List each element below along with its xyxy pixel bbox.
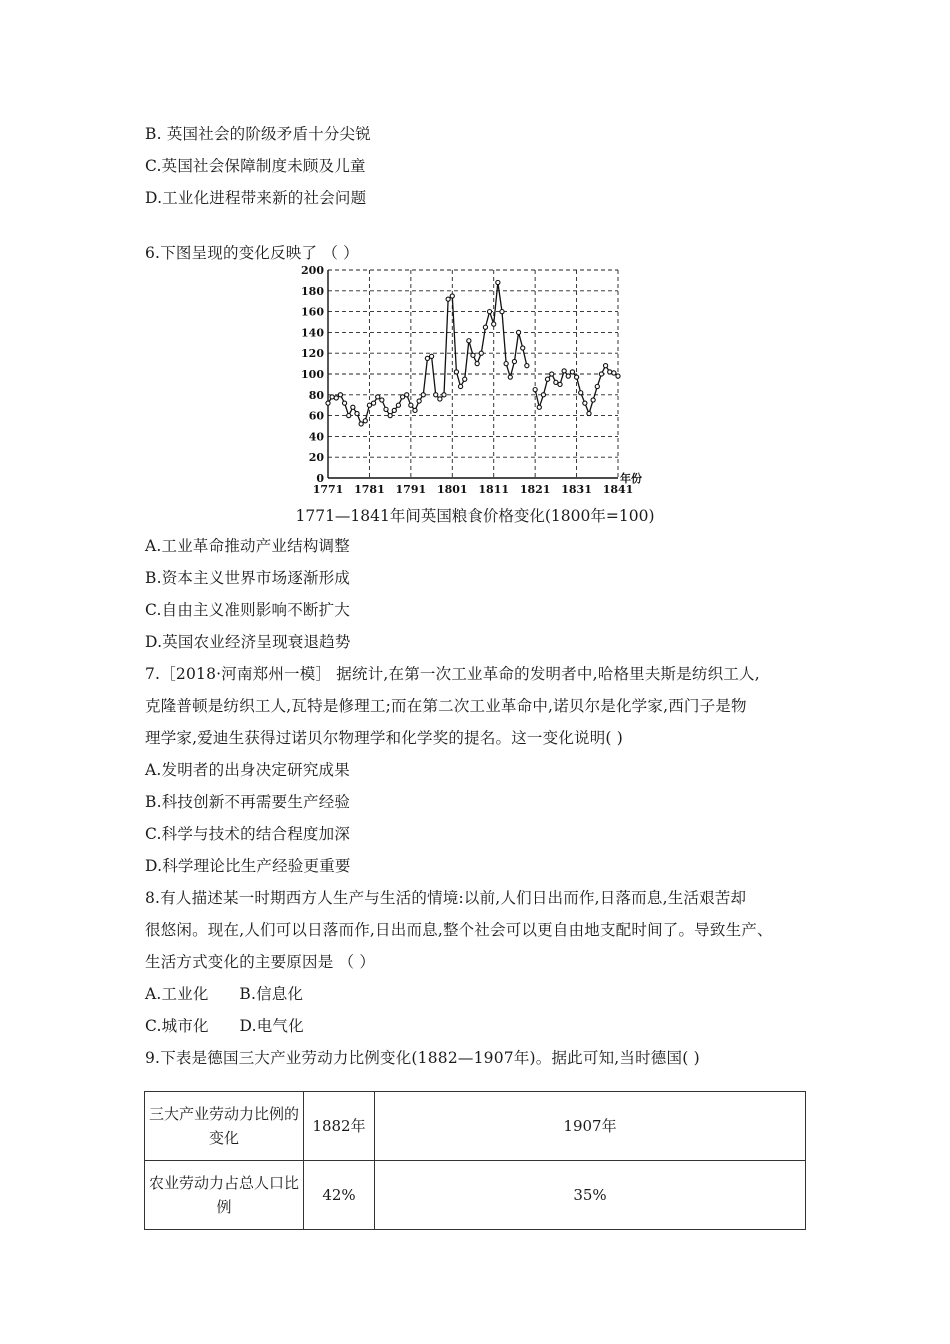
- x-tick-label: 1781: [354, 483, 385, 496]
- option-q6-b: B.资本主义世界市场逐渐形成: [145, 569, 351, 587]
- price-point: [434, 393, 438, 397]
- price-point: [508, 375, 512, 379]
- y-tick-label: 160: [301, 305, 324, 319]
- x-tick-label: 1801: [436, 483, 468, 496]
- table-cell: 35%: [375, 1161, 806, 1230]
- price-point: [516, 330, 520, 334]
- price-point: [550, 372, 554, 376]
- price-point: [537, 405, 541, 409]
- price-point: [347, 414, 351, 418]
- option-q7-d: D.科学理论比生产经验更重要: [145, 857, 351, 875]
- y-tick-label: 200: [301, 264, 324, 277]
- x-tick-label: 1841: [602, 483, 634, 496]
- price-point: [608, 370, 612, 374]
- price-point: [388, 414, 392, 418]
- question-7-line-1: 7.［2018·河南郑州一模］ 据统计,在第一次工业革命的发明者中,哈格里夫斯是纺织工人,: [145, 665, 760, 683]
- price-point: [446, 297, 450, 301]
- table-cell: 农业劳动力占总人口比例: [145, 1161, 304, 1230]
- option-q7-a: A.发明者的出身决定研究成果: [145, 761, 350, 779]
- price-point: [371, 401, 375, 405]
- price-point: [400, 395, 404, 399]
- y-tick-label: 80: [308, 388, 324, 402]
- x-axis-label: 年份: [620, 472, 642, 485]
- chart-caption: 1771—1841年间英国粮食价格变化(1800年=100): [295, 507, 655, 525]
- price-point: [525, 364, 529, 368]
- table-cell: 42%: [304, 1161, 375, 1230]
- price-point: [334, 396, 338, 400]
- labor-ratio-table: [144, 1091, 806, 1230]
- y-tick-label: 20: [308, 451, 324, 465]
- price-point: [429, 354, 433, 358]
- price-point: [454, 370, 458, 374]
- price-point: [384, 407, 388, 411]
- price-point: [438, 397, 442, 401]
- option-q5-c: C.英国社会保障制度未顾及儿童: [145, 157, 366, 175]
- price-point: [425, 356, 429, 360]
- price-point: [587, 411, 591, 415]
- price-point: [338, 393, 342, 397]
- price-point: [612, 371, 616, 375]
- price-point: [603, 364, 607, 368]
- x-tick-label: 1791: [395, 483, 427, 496]
- price-point: [554, 380, 558, 384]
- price-point: [545, 377, 549, 381]
- price-point: [463, 377, 467, 381]
- x-tick-label: 1831: [561, 483, 592, 496]
- price-point: [492, 322, 496, 326]
- y-tick-label: 100: [301, 368, 324, 381]
- price-point: [413, 408, 417, 412]
- price-point: [574, 375, 578, 379]
- table-header-row: [145, 1092, 806, 1161]
- table-header-cell: 1907年: [375, 1092, 806, 1161]
- grain-price-chart-svg: [298, 262, 658, 500]
- x-tick-label: 1771: [312, 483, 344, 496]
- y-tick-label: 60: [308, 409, 324, 423]
- option-q8-ab: A.工业化 B.信息化: [145, 985, 304, 1003]
- price-point: [483, 325, 487, 329]
- price-point: [583, 401, 587, 405]
- y-tick-label: 0: [316, 472, 324, 485]
- table-header-cell: 1882年: [304, 1092, 375, 1161]
- price-point: [392, 408, 396, 412]
- option-q6-a: A.工业革命推动产业结构调整: [145, 537, 350, 555]
- price-point: [533, 388, 537, 392]
- price-point: [570, 370, 574, 374]
- price-point: [330, 395, 334, 399]
- question-8-line-2: 很悠闲。现在,人们可以日落而作,日出而息,整个社会可以更自由地支配时间了。导致生产、: [145, 921, 773, 939]
- option-q5-b: B. 英国社会的阶级矛盾十分尖锐: [145, 125, 371, 143]
- price-point: [458, 384, 462, 388]
- y-tick-label: 140: [301, 326, 324, 340]
- price-point: [396, 403, 400, 407]
- question-8-line-3: 生活方式变化的主要原因是 （ ）: [145, 953, 376, 971]
- price-point: [541, 393, 545, 397]
- price-point: [496, 280, 500, 284]
- question-7-line-3: 理学家,爱迪生获得过诺贝尔物理学和化学奖的提名。这一变化说明( ): [145, 729, 624, 747]
- price-point: [405, 393, 409, 397]
- price-point: [376, 395, 380, 399]
- price-point: [558, 382, 562, 386]
- price-point: [599, 372, 603, 376]
- price-point: [512, 359, 516, 363]
- grain-price-chart: [298, 262, 658, 500]
- price-point: [579, 391, 583, 395]
- price-point: [521, 346, 525, 350]
- price-point: [467, 339, 471, 343]
- table-row: [145, 1161, 806, 1230]
- price-point: [566, 374, 570, 378]
- price-point: [500, 310, 504, 314]
- price-point: [367, 403, 371, 407]
- price-point: [487, 310, 491, 314]
- question-7-line-2: 克隆普顿是纺织工人,瓦特是修理工;而在第二次工业革命中,诺贝尔是化学家,西门子是物: [145, 697, 747, 715]
- x-tick-label: 1821: [519, 483, 551, 496]
- option-q8-cd: C.城市化 D.电气化: [145, 1017, 304, 1035]
- price-point: [479, 351, 483, 355]
- price-point: [504, 362, 508, 366]
- price-point: [326, 401, 330, 405]
- y-tick-label: 180: [301, 284, 324, 298]
- price-point: [380, 398, 384, 402]
- x-tick-label: 1811: [478, 483, 510, 496]
- option-q7-b: B.科技创新不再需要生产经验: [145, 793, 351, 811]
- question-6-stem: 6.下图呈现的变化反映了 （ ）: [145, 244, 359, 262]
- price-point: [363, 419, 367, 423]
- price-point: [351, 405, 355, 409]
- price-point: [417, 399, 421, 403]
- price-point: [475, 362, 479, 366]
- price-point: [471, 353, 475, 357]
- price-point: [421, 393, 425, 397]
- y-tick-label: 40: [308, 430, 324, 444]
- y-tick-label: 120: [301, 347, 324, 361]
- price-point: [359, 422, 363, 426]
- option-q5-d: D.工业化进程带来新的社会问题: [145, 189, 367, 207]
- price-point: [595, 384, 599, 388]
- price-point: [450, 294, 454, 298]
- table-header-cell: 三大产业劳动力比例的变化: [145, 1092, 304, 1161]
- option-q6-d: D.英国农业经济呈现衰退趋势: [145, 633, 351, 651]
- price-point: [591, 398, 595, 402]
- price-point: [442, 393, 446, 397]
- price-point: [355, 411, 359, 415]
- price-point: [616, 374, 620, 378]
- question-9-stem: 9.下表是德国三大产业劳动力比例变化(1882—1907年)。据此可知,当时德国( ): [145, 1049, 700, 1067]
- price-point: [409, 403, 413, 407]
- option-q6-c: C.自由主义准则影响不断扩大: [145, 601, 351, 619]
- price-point: [342, 401, 346, 405]
- option-q7-c: C.科学与技术的结合程度加深: [145, 825, 351, 843]
- question-8-line-1: 8.有人描述某一时期西方人生产与生活的情境:以前,人们日出而作,日落而息,生活艰苦却: [145, 889, 747, 907]
- price-point: [562, 369, 566, 373]
